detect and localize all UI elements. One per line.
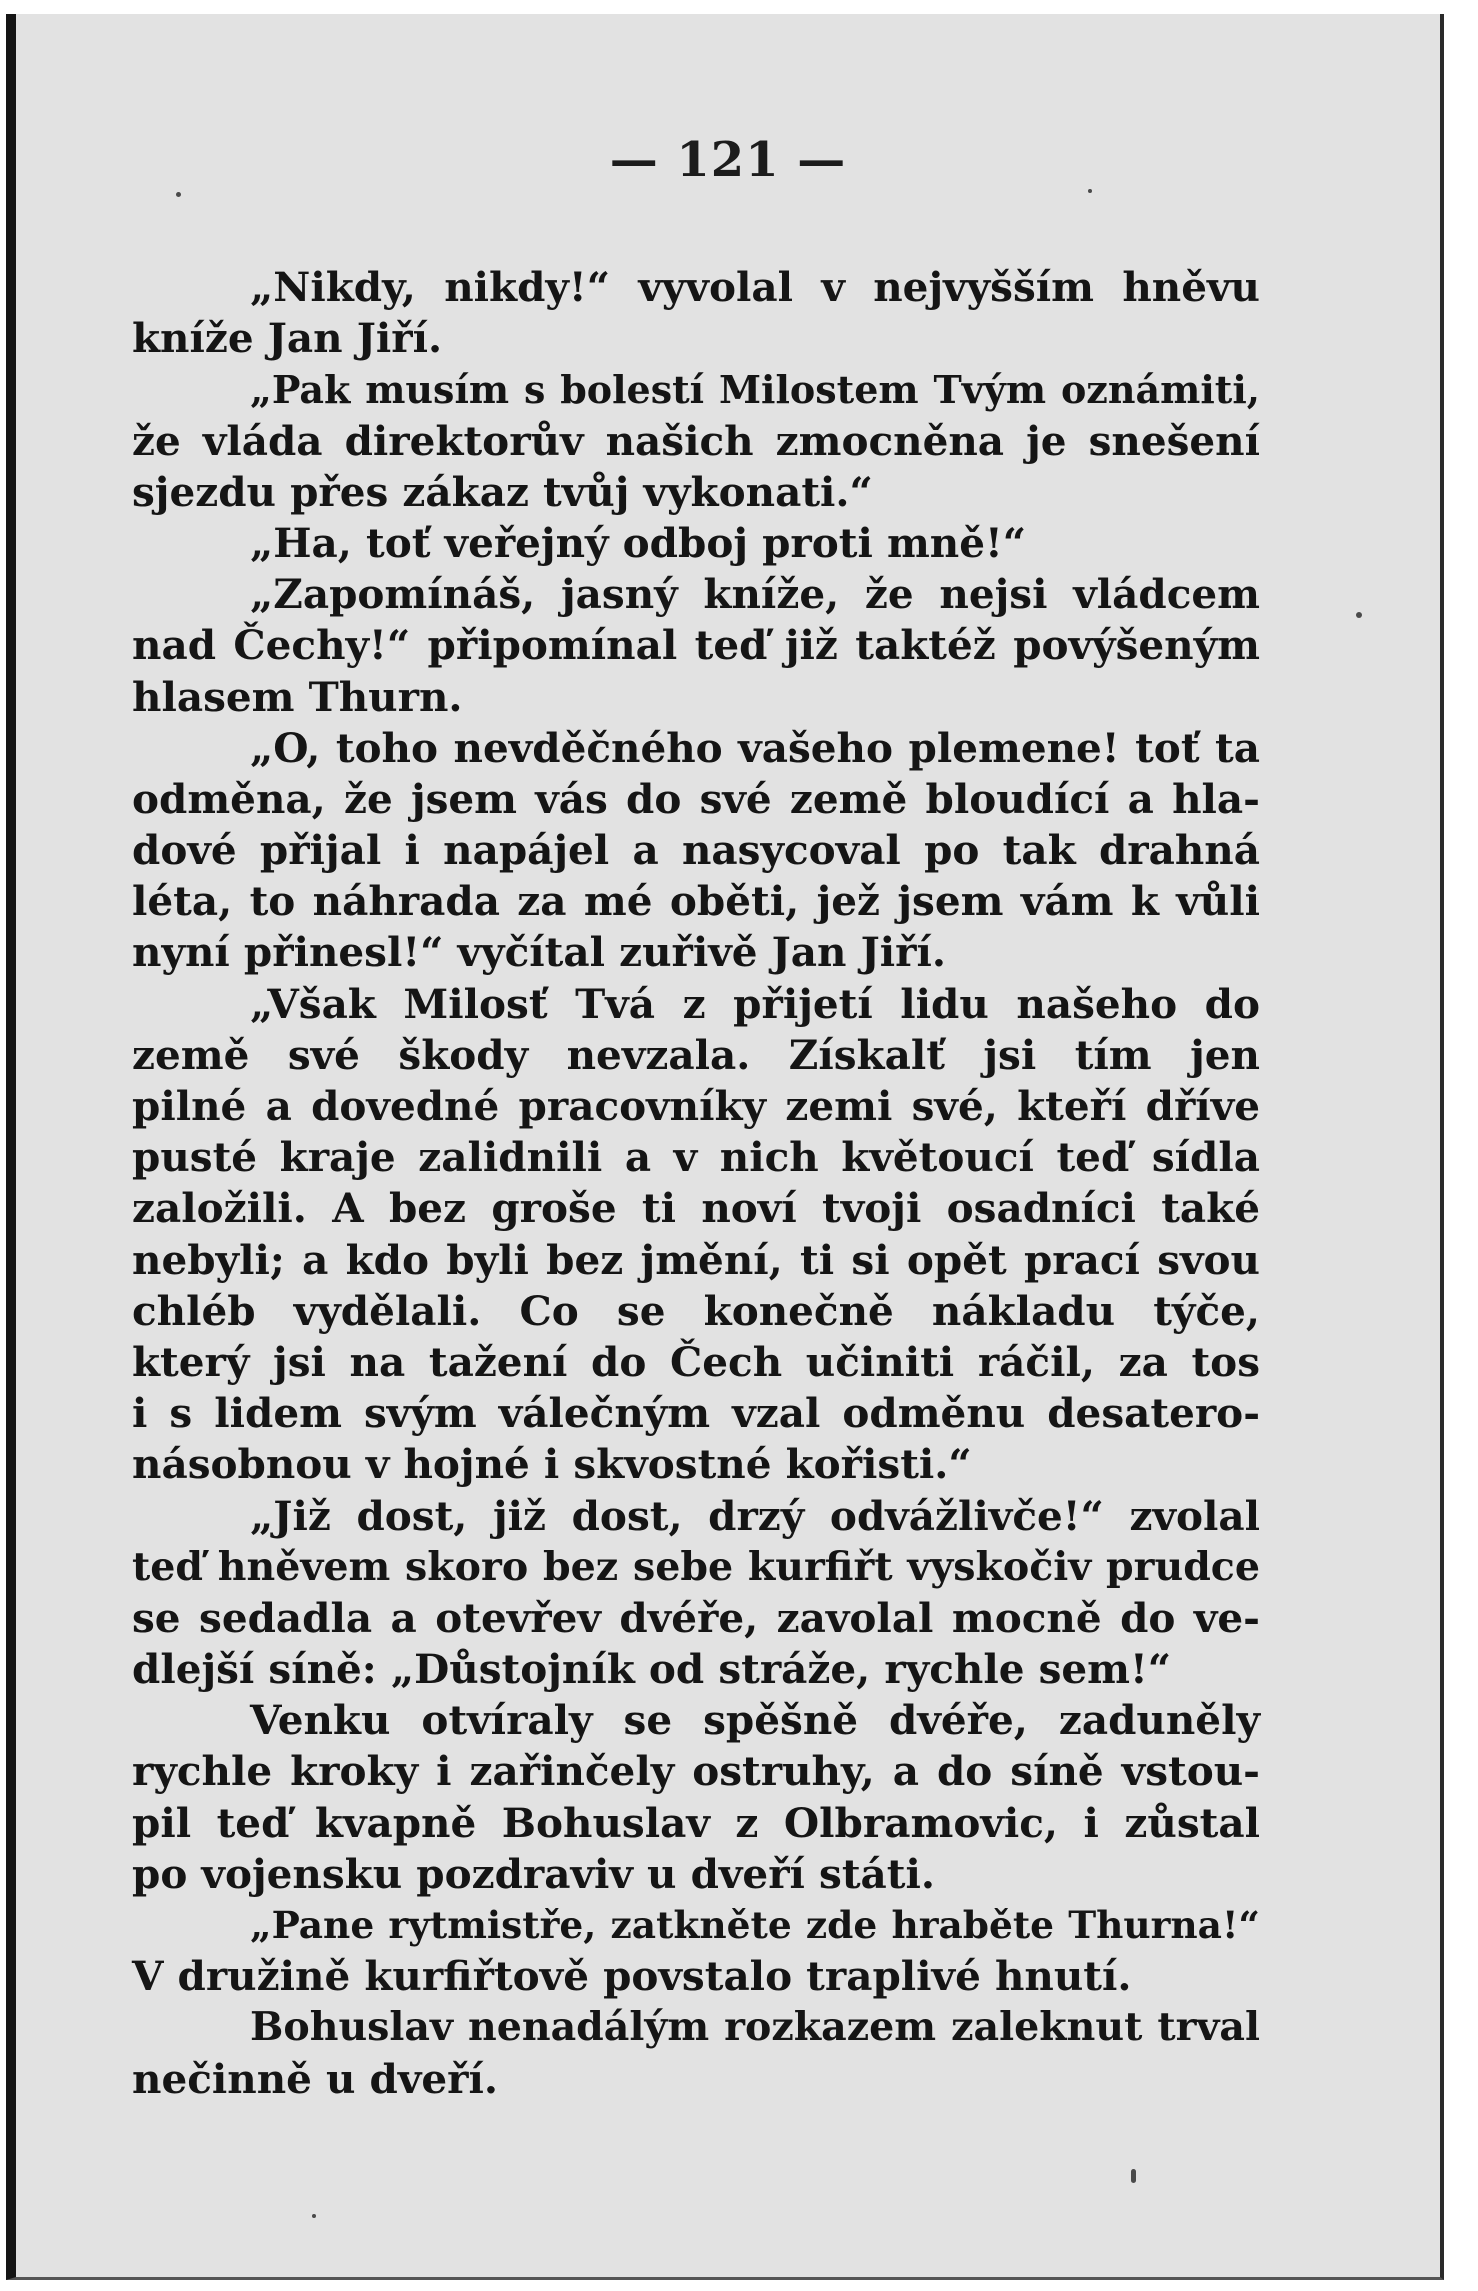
text-line: i s lidem svým válečným vzal odměnu desatero- bbox=[132, 1389, 1260, 1438]
text-line: po vojensku pozdraviv u dveří státi. bbox=[132, 1849, 935, 1898]
text-line: rychle kroky i zařinčely ostruhy, a do síně vstou- bbox=[132, 1747, 1260, 1796]
text-line: že vláda direktorův našich zmocněna je snešení bbox=[132, 416, 1260, 465]
paper-speck bbox=[1131, 2169, 1136, 2183]
text-line: nyní přinesl!“ vyčítal zuřivě Jan Jiří. bbox=[132, 928, 946, 977]
text-line: „Však Milosť Tvá z přijetí lidu našeho do bbox=[250, 979, 1260, 1028]
text-line: pusté kraje zalidnili a v nich květoucí teď sídla bbox=[132, 1133, 1260, 1182]
text-line: „Zapomínáš, jasný kníže, že nejsi vládcem bbox=[250, 570, 1260, 619]
text-line: založili. A bez groše ti noví tvoji osadníci také bbox=[132, 1184, 1260, 1233]
text-line: odměna, že jsem vás do své země bloudící a hla- bbox=[132, 774, 1260, 823]
paper-speck bbox=[312, 2214, 316, 2218]
text-line: dlejší síně: „Důstojník od stráže, rychle sem!“ bbox=[132, 1645, 1172, 1694]
text-line: léta, to náhrada za mé oběti, jež jsem vám k vůli bbox=[132, 877, 1260, 926]
text-line: dové přijal i napájel a nasycoval po tak drahná bbox=[132, 826, 1260, 875]
text-line: Bohuslav nenadálým rozkazem zaleknut trval bbox=[250, 2004, 1260, 2051]
text-line: nečinně u dveří. bbox=[132, 2054, 499, 2103]
text-line: nad Čechy!“ připomínal teď již taktéž povýšeným bbox=[132, 621, 1260, 670]
text-line: „Pane rytmistře, zatkněte zde hraběte Thurna!“ bbox=[250, 1903, 1260, 1947]
text-line: „Nikdy, nikdy!“ vyvolal v nejvyšším hněvu bbox=[250, 263, 1260, 311]
text-line: nebyli; a kdo byli bez jmění, ti si opět prací svou bbox=[132, 1235, 1260, 1284]
page-number: — 121 — bbox=[609, 132, 847, 188]
text-line: kníže Jan Jiří. bbox=[132, 314, 443, 363]
text-line: „Pak musím s bolestí Milostem Tvým oznámiti, bbox=[250, 367, 1260, 413]
text-line: hlasem Thurn. bbox=[132, 672, 463, 721]
text-line: chléb vydělali. Co se konečně nákladu týče, bbox=[132, 1286, 1260, 1335]
text-line: pil teď kvapně Bohuslav z Olbramovic, i zůstal bbox=[132, 1798, 1260, 1847]
text-line: násobnou v hojné i skvostné kořisti.“ bbox=[132, 1440, 972, 1489]
text-line: se sedadla a otevřev dvéře, zavolal mocně do ve- bbox=[132, 1593, 1260, 1642]
text-line: země své škody nevzala. Získalť jsi tím jen bbox=[132, 1030, 1260, 1079]
paper-speck bbox=[176, 192, 181, 197]
paper-speck bbox=[1088, 189, 1092, 193]
text-line: Venku otvíraly se spěšně dvéře, zaduněly bbox=[250, 1696, 1260, 1745]
text-line: pilné a dovedné pracovníky zemi své, kteří dříve bbox=[132, 1082, 1260, 1130]
text-line: sjezdu přes zákaz tvůj vykonati.“ bbox=[132, 467, 873, 516]
text-line: „Již dost, již dost, drzý odvážlivče!“ zvolal bbox=[250, 1491, 1260, 1540]
text-line: teď hněvem skoro bez sebe kurfiřt vyskočiv prudce bbox=[132, 1543, 1260, 1590]
text-line: který jsi na tažení do Čech učiniti ráčil, za tos bbox=[132, 1337, 1260, 1386]
body-text bbox=[132, 262, 1260, 2105]
text-line: „O, toho nevděčného vašeho plemene! toť ta bbox=[250, 723, 1260, 772]
paper-speck bbox=[1356, 612, 1362, 618]
text-line: V družině kurfiřtově povstalo traplivé hnutí. bbox=[132, 1952, 1132, 2001]
text-line: „Ha, toť veřejný odboj proti mně!“ bbox=[250, 518, 1027, 567]
